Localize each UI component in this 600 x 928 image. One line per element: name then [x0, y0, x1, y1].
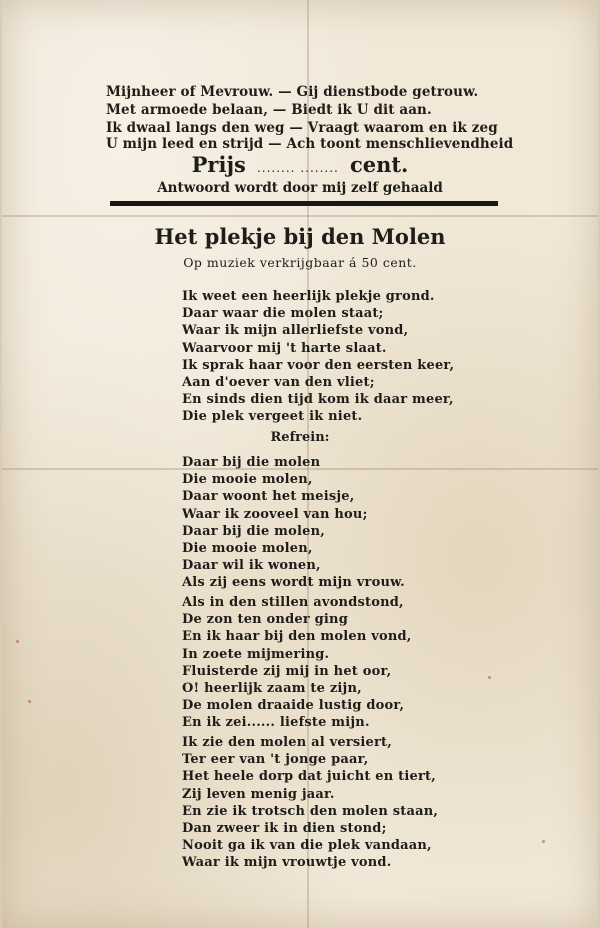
verse-line: O! heerlijk zaam te zijn,: [182, 680, 362, 696]
song-subtitle: Op muziek verkrijgbaar á 50 cent.: [183, 255, 417, 270]
verse-line: Dan zweer ik in dien stond;: [182, 820, 387, 836]
foxing-spot: [16, 640, 19, 643]
price-line: [2, 152, 598, 177]
refrain-label: Refrein:: [270, 430, 330, 445]
header-line: Mijnheer of Mevrouw. — Gij dienstbode getrouw.: [106, 84, 479, 100]
foxing-spot: [28, 700, 31, 703]
price-blank: ........ ........: [256, 161, 339, 175]
price-unit: cent.: [349, 152, 409, 177]
header-line: Met armoede belaan, — Biedt ik U dit aan.: [106, 102, 432, 118]
verse-3: [182, 734, 438, 872]
answer-line: Antwoord wordt door mij zelf gehaald: [157, 180, 443, 196]
price-label: Prijs: [191, 152, 246, 177]
verse-line: Het heele dorp dat juicht en tiert,: [182, 769, 436, 785]
verse-line: Ik sprak haar voor den eersten keer,: [182, 357, 455, 373]
refrain-line: Die mooie molen,: [182, 472, 313, 488]
refrain-line: Daar bij die molen: [182, 455, 321, 470]
verse-line: En sinds dien tijd kom ik daar meer,: [182, 392, 454, 408]
verse-line: Ter eer van 't jonge paar,: [182, 752, 369, 768]
verse-1: [182, 288, 454, 426]
refrain-line: Daar bij die molen,: [182, 523, 325, 539]
refrain-line: Daar wil ik wonen,: [182, 558, 321, 574]
verse-line: Ik weet een heerlijk plekje grond.: [182, 289, 435, 304]
song-title: Het plekje bij den Molen: [154, 224, 446, 249]
verse-line: En zie ik trotsch den molen staan,: [182, 803, 439, 819]
verse-line: In zoete mijmering.: [182, 646, 330, 662]
refrain: [182, 454, 405, 592]
foxing-spot: [488, 676, 491, 679]
verse-line: Zij leven menig jaar.: [182, 786, 335, 802]
verse-line: De zon ten onder ging: [182, 612, 348, 628]
verse-line: Als in den stillen avondstond,: [182, 595, 404, 610]
verse-line: De molen draaide lustig door,: [182, 698, 405, 714]
horizontal-fold-line: [2, 215, 598, 217]
verse-line: Fluisterde zij mij in het oor,: [182, 663, 392, 679]
header-line: U mijn leed en strijd — Ach toont menschlievendheid: [106, 136, 514, 152]
refrain-line: Als zij eens wordt mijn vrouw.: [182, 575, 405, 591]
verse-line: Waar ik mijn vrouwtje vond.: [182, 855, 392, 871]
header-line: Ik dwaal langs den weg — Vraagt waarom en ik zeg: [106, 120, 498, 136]
verse-line: Waar ik mijn allerliefste vond,: [182, 323, 409, 339]
verse-line: En ik zei...... liefste mijn.: [182, 715, 370, 731]
verse-line: Ik zie den molen al versiert,: [182, 735, 392, 750]
verse-line: Aan d'oever van den vliet;: [182, 374, 375, 390]
verse-line: Daar waar die molen staat;: [182, 306, 384, 322]
refrain-line: Waar ik zooveel van hou;: [182, 506, 368, 522]
divider-rule: [110, 201, 498, 206]
refrain-line: Die mooie molen,: [182, 540, 313, 556]
song-sheet: [2, 0, 598, 928]
verse-line: Die plek vergeet ik niet.: [182, 409, 363, 425]
verse-line: Waarvoor mij 't harte slaat.: [182, 340, 387, 356]
foxing-spot: [542, 840, 545, 843]
verse-2: [182, 594, 412, 732]
refrain-line: Daar woont het meisje,: [182, 489, 355, 505]
verse-line: Nooit ga ik van die plek vandaan,: [182, 838, 432, 854]
verse-line: En ik haar bij den molen vond,: [182, 629, 412, 645]
